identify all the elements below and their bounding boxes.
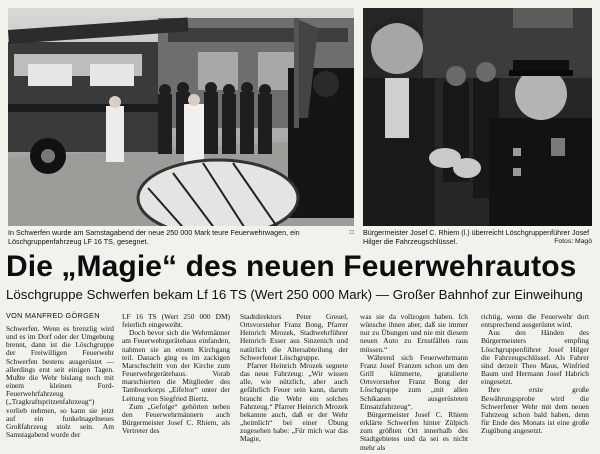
paragraph: Doch bevor sich die Wehrmänner am Feuerwehrgerätehaus einfanden, nahmen sie an einem Kirchgang teil. Danach ging es im zackigen Marschschritt von der Kirche zum Feuerwehrgerätehaus. Vorab marschierten die Mitglieder des Tambourkorps „Eifeltor“ unter der Leitung von Siegfried Biertz. (122, 328, 230, 403)
photo-caption-left (8, 229, 354, 246)
article-subheadline: Löschgruppe Schwerfen bekam Lf 16 TS (Wert 250 000 Mark) — Großer Bahnhof zur Einweihung (6, 287, 583, 302)
article-column-4 (360, 313, 468, 453)
paragraph: Zum „Gefolge“ gehörten neben den Feuerwehrmännern auch Bürgermeister Josef C. Rhiem, als Vertreter des (122, 401, 230, 436)
caption-text-left: In Schwerfen wurde am Samstagabend der neue 250 000 Mark teure Feuerwehrwagen, ein Löschgruppenfahrzeug LF 16 TS, gesegnet. (8, 228, 300, 246)
article-column-5 (481, 313, 589, 453)
photo-key-handover (363, 8, 592, 226)
paragraph: richtig, wenn die Feuerwehr dort entsprechend ausgerüstet wird. (481, 313, 589, 330)
paragraph: Aus den Händen des Bürgermeisters empfing Löschgruppenführer Josef Hilger die Fahrzeugschlüssel. Als Fahrer sind derzeit Theo Maus, Winfried Baum und Hermann Josef Habrich eingesetzt. (481, 328, 589, 387)
photo-caption-right (363, 229, 592, 246)
paragraph: Bürgermeister Josef C. Rhiem erklärte Schwerfen hinter Zülpich zum größten Ort innerhalb des Stadtgebietes und da sei es nicht mehr als (360, 409, 468, 452)
article-headline: Die „Magie“ des neuen Feuerwehrautos (6, 250, 577, 283)
caption-text-right: Bürgermeister Josef C. Rhiem (l.) überreicht Löschgruppenführer Josef Hilger die Fahrzeugschlüssel. (363, 228, 590, 246)
photo-key-handover-image (363, 8, 592, 226)
article-column-3 (240, 313, 348, 453)
paragraph: Schwerfen. Wenn es brenzlig wird und es im Dorf oder der Umgebung brennt, dann ist die Löschgruppe der Freiwilligen Feuerwehr Schwerfen bestens ausgerüstet — allerdings erst seit einigen Tagen. Mußte die Wehr bislang noch mit einem kleinen Ford-Feuerwehrfahrzeug („Tragkraftspritzenfahrzeug“) vorlieb nehmen, so kann sie jetzt auf ein funkelnagelneues Großfahrzeug stolz sein. Am Samstagabend wurde der (6, 325, 114, 440)
photo-fire-truck-blessing (8, 8, 354, 226)
paragraph: Stadtdirektors Peter Greuel, Ortsvorsteher Franz Bong, Pfarrer Heinrich Mrozek, Stadtwehrführer Heinrich Esser aus Sinzenich und natürlich die Altersabteilung der Schwerfener Löschgruppe. (240, 313, 348, 362)
photo-fire-truck-image (8, 8, 354, 226)
paragraph: Während sich Feuerwehrmann Franz Josef Franzen schon um den Grill kümmerte, gratulierte Ortsvorsteher Franz Bong der Löschgruppe zum „mit allen Schikanen ausgerüsteten Einsatzfahrzeug“. (360, 352, 468, 411)
paragraph: LF 16 TS (Wert 250 000 DM) feierlich eingeweiht. (122, 313, 230, 330)
paragraph: was sie da vollzogen haben. Ich wünsche ihnen aber, daß sie immer nur zu Übungen und nie mit diesem neuen Auto zu Ernstfällen raus müssen.“ (360, 313, 468, 354)
article-column-1 (6, 325, 114, 453)
article-column-2 (122, 313, 230, 453)
photo-credit: Fotos: Magö (554, 237, 592, 245)
paragraph: Pfarrer Heinrich Mrozek segnete das neue Fahrzeug: „Wir wissen alle, wie nützlich, aber auch gefährlich Feuer sein kann, darum braucht die Wehr ein solches Fahrzeug.“ Pfarrer Heinrich Mrozek bekannte auch, daß er der Wehr „heimlich“ bei einer Übung zugesehen habe: „Für mich war das Magie, (240, 360, 348, 444)
caption-end-mark: □ (349, 229, 354, 236)
paragraph: Ihre erste große Bewährungsprobe wird die Schwerfener Wehr mit dem neuen Fahrzeug schon bald haben, denn für Ende des Monats ist eine große Zugübung angesetzt. (481, 385, 589, 436)
article-byline: VON MANFRED GÖRGEN (6, 311, 100, 320)
